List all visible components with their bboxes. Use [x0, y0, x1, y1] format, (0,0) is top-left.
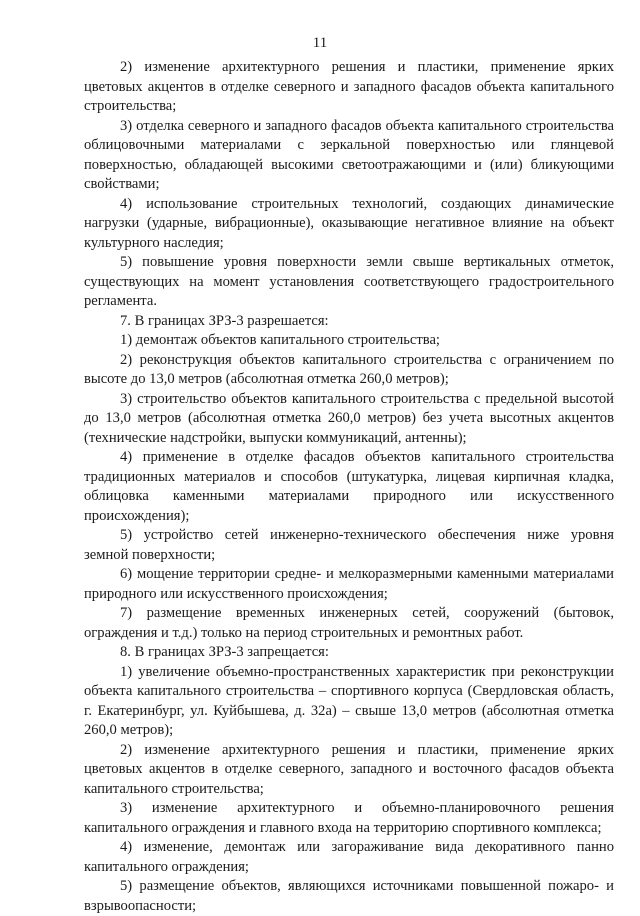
paragraph: 3) строительство объектов капитального строительства с предельной высотой до 13,0 метров (абсолютная отметка 260,0 метров) без учета высотных акцентов (технические надстройки, выпуски коммуникаций, антенны);	[84, 390, 614, 446]
paragraph: 1) демонтаж объектов капитального строительства;	[120, 332, 440, 348]
paragraph: 4) изменение, демонтаж или загораживание вида декоративного панно капитального ограждения;	[84, 839, 614, 875]
paragraph: 2) изменение архитектурного решения и пластики, применение ярких цветовых акцентов в отделке северного и западного фасадов объекта капитального строительства;	[84, 59, 614, 114]
document-body	[84, 58, 614, 916]
paragraph: 5) повышение уровня поверхности земли свыше вертикальных отметок, существующих на момент установления соответствующего градостроительного регламента.	[84, 254, 614, 309]
paragraph: 4) применение в отделке фасадов объектов капитального строительства традиционных материалов и способов (штукатурка, лицевая кирпичная кладка, облицовка каменными материалами природного или искусственного происхождения);	[84, 449, 614, 524]
paragraph: 7) размещение временных инженерных сетей, сооружений (бытовок, ограждения и т.д.) только на период строительных и ремонтных работ.	[84, 605, 614, 641]
page-number: 11	[312, 35, 328, 51]
section-heading: 7. В границах ЗРЗ-3 разрешается:	[120, 312, 329, 329]
paragraph: 1) увеличение объемно-пространственных характеристик при реконструкции объекта капитального строительства – спортивного корпуса (Свердловская область, г. Екатеринбург, ул. Куйбышева, д. 32а) – свыше 13,0 метров (абсолютная отметка 260,0 метров);	[84, 663, 614, 738]
paragraph: 4) использование строительных технологий, создающих динамические нагрузки (ударные, вибрационные), оказывающие негативное влияние на объект культурного наследия;	[84, 195, 614, 251]
paragraph: 5) устройство сетей инженерно-технического обеспечения ниже уровня земной поверхности;	[84, 527, 614, 563]
paragraph: 5) размещение объектов, являющихся источниками повышенной пожаро- и взрывоопасности;	[84, 878, 614, 914]
section-heading: 8. В границах ЗРЗ-3 запрещается:	[120, 644, 329, 660]
paragraph: 2) реконструкция объектов капитального строительства с ограничением по высоте до 13,0 метров (абсолютная отметка 260,0 метров);	[84, 351, 614, 387]
paragraph: 3) отделка северного и западного фасадов объекта капитального строительства облицовочными материалами с зеркальной поверхностью или глянцевой поверхностью, обладающей высокими светоотражающими и (или) бликующими свойствами;	[84, 117, 614, 192]
paragraph: 6) мощение территории средне- и мелкоразмерными каменными материалами природного или искусственного происхождения;	[84, 566, 614, 602]
paragraph: 3) изменение архитектурного и объемно-планировочного решения капитального ограждения и главного входа на территорию спортивного комплекса;	[84, 800, 614, 836]
paragraph: 2) изменение архитектурного решения и пластики, применение ярких цветовых акцентов в отделке северного, западного и восточного фасадов объекта капитального строительства;	[84, 741, 614, 797]
